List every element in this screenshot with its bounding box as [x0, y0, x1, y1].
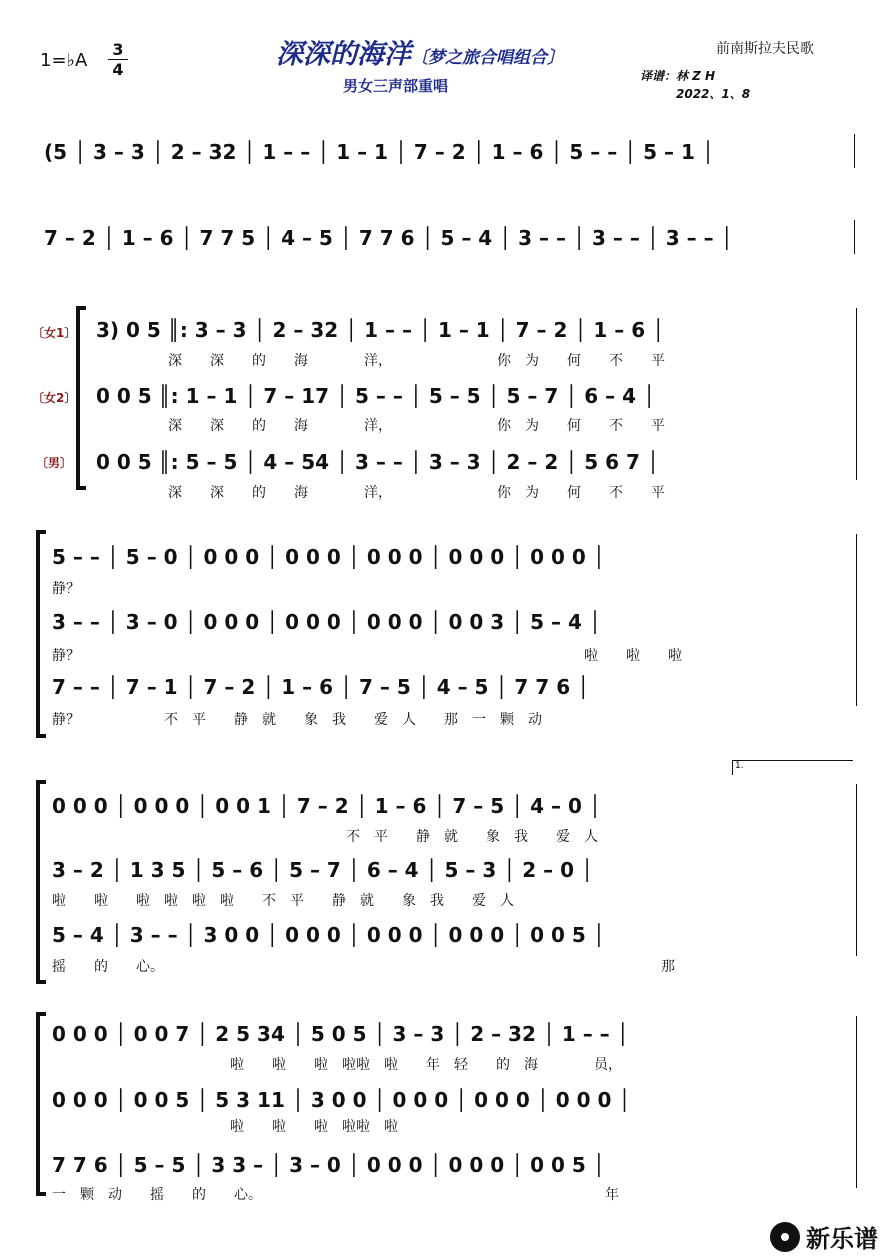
arrangement-subtitle: 男女三声部重唱 [343, 77, 449, 95]
staff-male: 7 – – │ 7 – 1 │ 7 – 2 │ 1 – 6 │ 7 – 5 │ 4 – 5 │ 7 7 6 │ [52, 675, 590, 699]
lyrics-male: 静？ 不 平 静 就 象 我 爱 人 那 一 颗 动 [52, 712, 542, 728]
staff-female-2: 0 0 0 │ 0 0 5 │ 5 3 11 │ 3 0 0 │ 0 0 0 │ 0 0 0 │ 0 0 0 │ [52, 1088, 631, 1112]
site-logo-text: 新乐谱 [806, 1225, 878, 1253]
barline [854, 220, 855, 254]
staff-male: 5 – 4 │ 3 – – │ 3 0 0 │ 0 0 0 │ 0 0 0 │ 0 0 0 │ 0 0 5 │ [52, 923, 605, 947]
song-title: 深深的海洋〔梦之旅合唱组合〕 [276, 39, 564, 70]
system-bracket [36, 1012, 46, 1196]
lyrics-female-1: 不 平 静 就 象 我 爱 人 [346, 829, 598, 845]
system-bracket [76, 306, 86, 490]
first-ending-bracket: 1. [732, 760, 853, 775]
staff-female-1: 0 0 0 │ 0 0 7 │ 2 5 34 │ 5 0 5 │ 3 – 3 │ 2 – 32 │ 1 – – │ [52, 1022, 629, 1046]
staff-female-2: 3 – – │ 3 – 0 │ 0 0 0 │ 0 0 0 │ 0 0 0 │ 0 0 3 │ 5 – 4 │ [52, 610, 601, 634]
intro-line-2: 7 – 2 │ 1 – 6 │ 7 7 5 │ 4 – 5 │ 7 7 6 │ 5 – 4 │ 3 – – │ 3 – – │ 3 – – │ [44, 226, 733, 250]
lyrics-female-1: 啦 啦 啦 啦啦 啦 年 轻 的 海 员， [230, 1057, 622, 1073]
barline [856, 1016, 857, 1188]
voice-label-female-2: 〔女2〕 [32, 391, 77, 405]
transcription-date: 2022、1、8 [676, 87, 751, 101]
key-signature: 1=♭A [40, 50, 88, 71]
staff-female-1: 0 0 0 │ 0 0 0 │ 0 0 1 │ 7 – 2 │ 1 – 6 │ 7 – 5 │ 4 – 0 │ [52, 794, 601, 818]
voice-label-female-1: 〔女1〕 [32, 326, 77, 340]
lyrics-female-2: 啦 啦 啦 啦 啦 啦 不 平 静 就 象 我 爱 人 [52, 893, 514, 909]
lyrics-male: 摇 的 心。 那 [52, 959, 675, 975]
barline [856, 784, 857, 956]
time-signature: 3 4 [108, 40, 128, 79]
staff-male: 0 0 5 ║: 5 – 5 │ 4 – 54 │ 3 – – │ 3 – 3 │ 2 – 2 │ 5 6 7 │ [96, 450, 659, 474]
staff-female-2: 3 – 2 │ 1 3 5 │ 5 – 6 │ 5 – 7 │ 6 – 4 │ 5 – 3 │ 2 – 0 │ [52, 858, 594, 882]
intro-line-1: (5 │ 3 – 3 │ 2 – 32 │ 1 – – │ 1 – 1 │ 7 – 2 │ 1 – 6 │ 5 – – │ 5 – 1 │ [44, 140, 714, 164]
barline [856, 308, 857, 480]
performer-credit: 〔梦之旅合唱组合〕 [411, 48, 564, 68]
lyrics-female-1: 静？ [52, 581, 80, 597]
lyrics-female-2: 啦 啦 啦 啦啦 啦 [230, 1119, 398, 1135]
system-bracket [36, 780, 46, 984]
lyrics-female-2: 静？ 啦 啦 啦 [52, 648, 682, 664]
lyrics-male: 深 深 的 海 洋， 你 为 何 不 平 [168, 485, 665, 501]
song-origin: 前南斯拉夫民歌 [716, 41, 814, 57]
system-bracket [36, 530, 46, 738]
vinyl-disc-icon [770, 1222, 800, 1252]
site-logo [770, 1219, 878, 1254]
transcriber-credit: 译谱：林 Z H [640, 69, 716, 83]
barline [856, 534, 857, 706]
staff-female-1: 3) 0 5 ║: 3 – 3 │ 2 – 32 │ 1 – – │ 1 – 1 │ 7 – 2 │ 1 – 6 │ [96, 318, 665, 342]
staff-male: 7 7 6 │ 5 – 5 │ 3 3 – │ 3 – 0 │ 0 0 0 │ 0 0 0 │ 0 0 5 │ [52, 1153, 605, 1177]
lyrics-male: 一 颗 动 摇 的 心。 年 [52, 1187, 619, 1203]
staff-female-1: 5 – – │ 5 – 0 │ 0 0 0 │ 0 0 0 │ 0 0 0 │ 0 0 0 │ 0 0 0 │ [52, 545, 605, 569]
barline [854, 134, 855, 168]
staff-female-2: 0 0 5 ║: 1 – 1 │ 7 – 17 │ 5 – – │ 5 – 5 │ 5 – 7 │ 6 – 4 │ [96, 384, 656, 408]
lyrics-female-1: 深 深 的 海 洋， 你 为 何 不 平 [168, 353, 665, 369]
voice-label-male: 〔男〕 [36, 456, 73, 470]
lyrics-female-2: 深 深 的 海 洋， 你 为 何 不 平 [168, 418, 665, 434]
